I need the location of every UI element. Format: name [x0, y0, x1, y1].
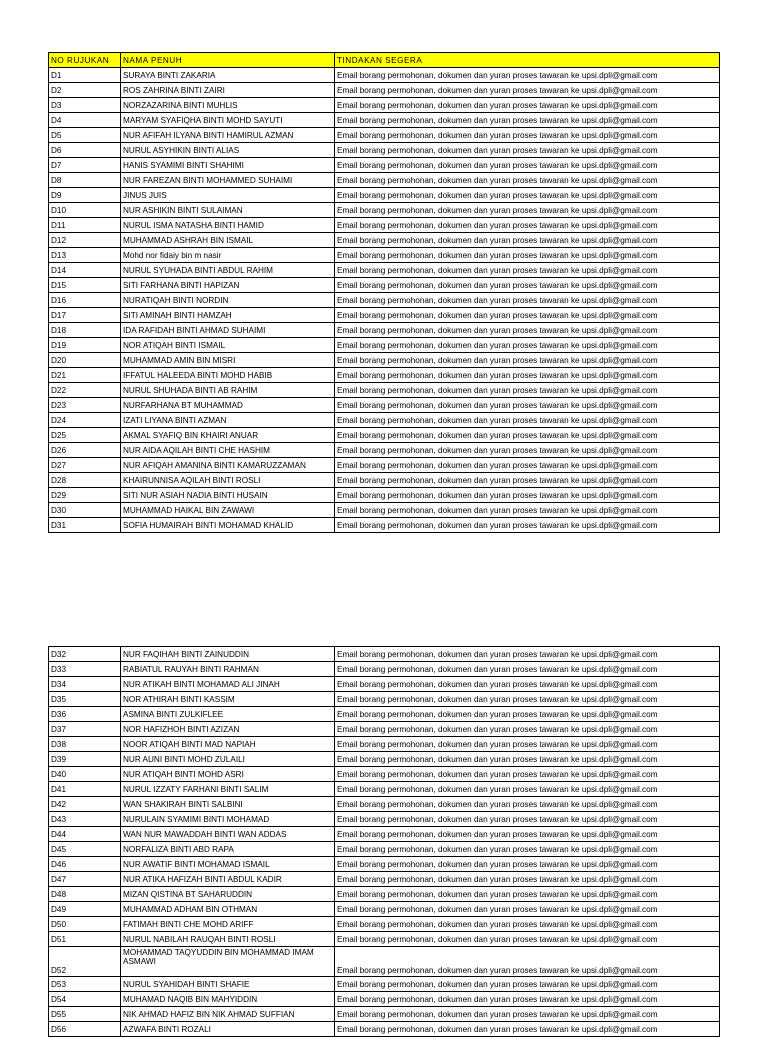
- action-cell: Email borang permohonan, dokumen dan yuran proses tawaran ke upsi.dpli@gmail.com: [335, 473, 720, 488]
- name-cell: MUHAMAD NAQIB BIN MAHYIDDIN: [121, 992, 335, 1007]
- table-row: [49, 413, 720, 428]
- name-cell: NUR ATIKA HAFIZAH BINTI ABDUL KADIR: [121, 872, 335, 887]
- action-cell: Email borang permohonan, dokumen dan yuran proses tawaran ke upsi.dpli@gmail.com: [335, 827, 720, 842]
- ref-cell: D19: [49, 338, 121, 353]
- action-cell: Email borang permohonan, dokumen dan yuran proses tawaran ke upsi.dpli@gmail.com: [335, 458, 720, 473]
- ref-cell: D4: [49, 113, 121, 128]
- ref-cell: D18: [49, 323, 121, 338]
- name-cell: FATIMAH BINTI CHE MOHD ARIFF: [121, 917, 335, 932]
- table-row: [49, 68, 720, 83]
- name-cell: SURAYA BINTI ZAKARIA: [121, 68, 335, 83]
- action-cell: Email borang permohonan, dokumen dan yuran proses tawaran ke upsi.dpli@gmail.com: [335, 413, 720, 428]
- action-cell: Email borang permohonan, dokumen dan yuran proses tawaran ke upsi.dpli@gmail.com: [335, 947, 720, 977]
- table-row: [49, 677, 720, 692]
- name-cell: MIZAN QISTINA BT SAHARUDDIN: [121, 887, 335, 902]
- ref-cell: D2: [49, 83, 121, 98]
- ref-cell: D25: [49, 428, 121, 443]
- ref-cell: D50: [49, 917, 121, 932]
- action-cell: Email borang permohonan, dokumen dan yuran proses tawaran ke upsi.dpli@gmail.com: [335, 398, 720, 413]
- ref-cell: D34: [49, 677, 121, 692]
- action-cell: Email borang permohonan, dokumen dan yuran proses tawaran ke upsi.dpli@gmail.com: [335, 722, 720, 737]
- ref-cell: D3: [49, 98, 121, 113]
- name-cell: NURFARHANA BT MUHAMMAD: [121, 398, 335, 413]
- table-row: [49, 932, 720, 947]
- ref-cell: D32: [49, 647, 121, 662]
- ref-cell: D27: [49, 458, 121, 473]
- action-cell: Email borang permohonan, dokumen dan yuran proses tawaran ke upsi.dpli@gmail.com: [335, 338, 720, 353]
- table-row: [49, 188, 720, 203]
- name-cell: MOHAMMAD TAQYUDDIN BIN MOHAMMAD IMAM ASMAWI: [121, 947, 335, 977]
- action-cell: Email borang permohonan, dokumen dan yuran proses tawaran ke upsi.dpli@gmail.com: [335, 518, 720, 533]
- ref-cell: D41: [49, 782, 121, 797]
- ref-cell: D55: [49, 1007, 121, 1022]
- name-cell: HANIS SYAMIMI BINTI SHAHIMI: [121, 158, 335, 173]
- name-cell: NUR AUNI BINTI MOHD ZULAILI: [121, 752, 335, 767]
- name-cell: JINUS JUIS: [121, 188, 335, 203]
- action-cell: Email borang permohonan, dokumen dan yuran proses tawaran ke upsi.dpli@gmail.com: [335, 278, 720, 293]
- action-cell: Email borang permohonan, dokumen dan yuran proses tawaran ke upsi.dpli@gmail.com: [335, 677, 720, 692]
- ref-cell: D36: [49, 707, 121, 722]
- action-cell: Email borang permohonan, dokumen dan yuran proses tawaran ke upsi.dpli@gmail.com: [335, 143, 720, 158]
- name-cell: NURUL SYUHADA BINTI ABDUL RAHIM: [121, 263, 335, 278]
- table-row: [49, 203, 720, 218]
- ref-cell: D13: [49, 248, 121, 263]
- ref-cell: D54: [49, 992, 121, 1007]
- action-cell: Email borang permohonan, dokumen dan yuran proses tawaran ke upsi.dpli@gmail.com: [335, 203, 720, 218]
- ref-cell: D51: [49, 932, 121, 947]
- table-row: [49, 947, 720, 977]
- table-row: [49, 503, 720, 518]
- action-cell: Email borang permohonan, dokumen dan yuran proses tawaran ke upsi.dpli@gmail.com: [335, 752, 720, 767]
- ref-cell: D52: [49, 947, 121, 977]
- ref-cell: D33: [49, 662, 121, 677]
- name-cell: MUHAMMAD ADHAM BIN OTHMAN: [121, 902, 335, 917]
- action-cell: Email borang permohonan, dokumen dan yuran proses tawaran ke upsi.dpli@gmail.com: [335, 128, 720, 143]
- table-row: [49, 857, 720, 872]
- action-cell: Email borang permohonan, dokumen dan yuran proses tawaran ke upsi.dpli@gmail.com: [335, 248, 720, 263]
- ref-cell: D48: [49, 887, 121, 902]
- ref-cell: D5: [49, 128, 121, 143]
- ref-cell: D22: [49, 383, 121, 398]
- action-cell: Email borang permohonan, dokumen dan yuran proses tawaran ke upsi.dpli@gmail.com: [335, 173, 720, 188]
- name-cell: NURULAIN SYAMIMI BINTI MOHAMAD: [121, 812, 335, 827]
- ref-cell: D37: [49, 722, 121, 737]
- name-cell: NOR ATHIRAH BINTI KASSIM: [121, 692, 335, 707]
- table-row: [49, 128, 720, 143]
- table-row: [49, 293, 720, 308]
- action-cell: Email borang permohonan, dokumen dan yuran proses tawaran ke upsi.dpli@gmail.com: [335, 872, 720, 887]
- ref-cell: D31: [49, 518, 121, 533]
- action-cell: Email borang permohonan, dokumen dan yuran proses tawaran ke upsi.dpli@gmail.com: [335, 368, 720, 383]
- table-row: [49, 323, 720, 338]
- action-cell: Email borang permohonan, dokumen dan yuran proses tawaran ke upsi.dpli@gmail.com: [335, 293, 720, 308]
- table-row: [49, 158, 720, 173]
- action-cell: Email borang permohonan, dokumen dan yuran proses tawaran ke upsi.dpli@gmail.com: [335, 857, 720, 872]
- ref-cell: D46: [49, 857, 121, 872]
- table-row: [49, 443, 720, 458]
- name-cell: IZATI LIYANA BINTI AZMAN: [121, 413, 335, 428]
- action-cell: Email borang permohonan, dokumen dan yuran proses tawaran ke upsi.dpli@gmail.com: [335, 917, 720, 932]
- ref-cell: D16: [49, 293, 121, 308]
- action-cell: Email borang permohonan, dokumen dan yuran proses tawaran ke upsi.dpli@gmail.com: [335, 353, 720, 368]
- name-cell: NURUL SYAHIDAH BINTI SHAFIE: [121, 977, 335, 992]
- table-row: [49, 353, 720, 368]
- ref-cell: D10: [49, 203, 121, 218]
- name-cell: NURATIQAH BINTI NORDIN: [121, 293, 335, 308]
- table-row: [49, 98, 720, 113]
- table-row: [49, 278, 720, 293]
- name-cell: NORZAZARINA BINTI MUHLIS: [121, 98, 335, 113]
- table-row: [49, 248, 720, 263]
- name-cell: IFFATUL HALEEDA BINTI MOHD HABIB: [121, 368, 335, 383]
- name-cell: MUHAMMAD ASHRAH BIN ISMAIL: [121, 233, 335, 248]
- action-cell: Email borang permohonan, dokumen dan yuran proses tawaran ke upsi.dpli@gmail.com: [335, 812, 720, 827]
- action-cell: Email borang permohonan, dokumen dan yuran proses tawaran ke upsi.dpli@gmail.com: [335, 692, 720, 707]
- name-cell: MARYAM SYAFIQHA BINTI MOHD SAYUTI: [121, 113, 335, 128]
- table-row: [49, 83, 720, 98]
- ref-cell: D21: [49, 368, 121, 383]
- table-row: [49, 308, 720, 323]
- action-cell: Email borang permohonan, dokumen dan yuran proses tawaran ke upsi.dpli@gmail.com: [335, 647, 720, 662]
- ref-cell: D47: [49, 872, 121, 887]
- table-row: [49, 767, 720, 782]
- ref-cell: D53: [49, 977, 121, 992]
- name-cell: NUR ATIKAH BINTI MOHAMAD ALI JINAH: [121, 677, 335, 692]
- ref-cell: D17: [49, 308, 121, 323]
- action-cell: Email borang permohonan, dokumen dan yuran proses tawaran ke upsi.dpli@gmail.com: [335, 308, 720, 323]
- action-cell: Email borang permohonan, dokumen dan yuran proses tawaran ke upsi.dpli@gmail.com: [335, 383, 720, 398]
- table-row: [49, 113, 720, 128]
- table-row: [49, 338, 720, 353]
- name-cell: AZWAFA BINTI ROZALI: [121, 1022, 335, 1037]
- name-cell: NURUL IZZATY FARHANI BINTI SALIM: [121, 782, 335, 797]
- name-cell: NUR FAREZAN BINTI MOHAMMED SUHAIMI: [121, 173, 335, 188]
- table-row: [49, 398, 720, 413]
- table-row: [49, 722, 720, 737]
- action-cell: Email borang permohonan, dokumen dan yuran proses tawaran ke upsi.dpli@gmail.com: [335, 218, 720, 233]
- table-row: [49, 917, 720, 932]
- ref-cell: D30: [49, 503, 121, 518]
- name-cell: NUR AFIQAH AMANINA BINTI KAMARUZZAMAN: [121, 458, 335, 473]
- action-cell: Email borang permohonan, dokumen dan yuran proses tawaran ke upsi.dpli@gmail.com: [335, 902, 720, 917]
- table-row: [49, 473, 720, 488]
- action-cell: Email borang permohonan, dokumen dan yuran proses tawaran ke upsi.dpli@gmail.com: [335, 887, 720, 902]
- applicant-table-1: [48, 52, 720, 533]
- action-cell: Email borang permohonan, dokumen dan yuran proses tawaran ke upsi.dpli@gmail.com: [335, 662, 720, 677]
- name-cell: SOFIA HUMAIRAH BINTI MOHAMAD KHALID: [121, 518, 335, 533]
- action-cell: Email borang permohonan, dokumen dan yuran proses tawaran ke upsi.dpli@gmail.com: [335, 1022, 720, 1037]
- action-cell: Email borang permohonan, dokumen dan yuran proses tawaran ke upsi.dpli@gmail.com: [335, 797, 720, 812]
- ref-cell: D28: [49, 473, 121, 488]
- name-cell: NURUL SHUHADA BINTI AB RAHIM: [121, 383, 335, 398]
- header-action: TINDAKAN SEGERA: [335, 53, 720, 68]
- name-cell: RABIATUL RAUYAH BINTI RAHMAN: [121, 662, 335, 677]
- name-cell: NOOR ATIQAH BINTI MAD NAPIAH: [121, 737, 335, 752]
- table-row: [49, 692, 720, 707]
- name-cell: SITI NUR ASIAH NADIA BINTI HUSAIN: [121, 488, 335, 503]
- action-cell: Email borang permohonan, dokumen dan yuran proses tawaran ke upsi.dpli@gmail.com: [335, 158, 720, 173]
- ref-cell: D7: [49, 158, 121, 173]
- ref-cell: D45: [49, 842, 121, 857]
- table-row: [49, 383, 720, 398]
- table-row: [49, 488, 720, 503]
- name-cell: NIK AHMAD HAFIZ BIN NIK AHMAD SUFFIAN: [121, 1007, 335, 1022]
- name-cell: NUR AIDA AQILAH BINTI CHE HASHIM: [121, 443, 335, 458]
- ref-cell: D35: [49, 692, 121, 707]
- name-cell: WAN NUR MAWADDAH BINTI WAN ADDAS: [121, 827, 335, 842]
- ref-cell: D24: [49, 413, 121, 428]
- name-cell: NUR AFIFAH ILYANA BINTI HAMIRUL AZMAN: [121, 128, 335, 143]
- table-row: [49, 143, 720, 158]
- table-row: [49, 173, 720, 188]
- name-cell: Mohd nor fidaiy bin m nasir: [121, 248, 335, 263]
- action-cell: Email borang permohonan, dokumen dan yuran proses tawaran ke upsi.dpli@gmail.com: [335, 68, 720, 83]
- action-cell: Email borang permohonan, dokumen dan yuran proses tawaran ke upsi.dpli@gmail.com: [335, 113, 720, 128]
- name-cell: NURUL NABILAH RAUQAH BINTI ROSLI: [121, 932, 335, 947]
- table-row: [49, 752, 720, 767]
- table-row: [49, 428, 720, 443]
- name-cell: NUR ATIQAH BINTI MOHD ASRI: [121, 767, 335, 782]
- action-cell: Email borang permohonan, dokumen dan yuran proses tawaran ke upsi.dpli@gmail.com: [335, 737, 720, 752]
- action-cell: Email borang permohonan, dokumen dan yuran proses tawaran ke upsi.dpli@gmail.com: [335, 992, 720, 1007]
- name-cell: NURUL ISMA NATASHA BINTI HAMID: [121, 218, 335, 233]
- action-cell: Email borang permohonan, dokumen dan yuran proses tawaran ke upsi.dpli@gmail.com: [335, 323, 720, 338]
- ref-cell: D15: [49, 278, 121, 293]
- table-row: [49, 737, 720, 752]
- action-cell: Email borang permohonan, dokumen dan yuran proses tawaran ke upsi.dpli@gmail.com: [335, 188, 720, 203]
- table-row: [49, 977, 720, 992]
- action-cell: Email borang permohonan, dokumen dan yuran proses tawaran ke upsi.dpli@gmail.com: [335, 503, 720, 518]
- name-cell: ROS ZAHRINA BINTI ZAIRI: [121, 83, 335, 98]
- header-ref: NO RUJUKAN: [49, 53, 121, 68]
- ref-cell: D38: [49, 737, 121, 752]
- table-row: [49, 887, 720, 902]
- table-row: [49, 647, 720, 662]
- name-cell: MUHAMMAD HAIKAL BIN ZAWAWI: [121, 503, 335, 518]
- table-row: [49, 872, 720, 887]
- action-cell: Email borang permohonan, dokumen dan yuran proses tawaran ke upsi.dpli@gmail.com: [335, 782, 720, 797]
- name-cell: NUR FAQIHAH BINTI ZAINUDDIN: [121, 647, 335, 662]
- name-cell: MUHAMMAD AMIN BIN MISRI: [121, 353, 335, 368]
- ref-cell: D14: [49, 263, 121, 278]
- action-cell: Email borang permohonan, dokumen dan yuran proses tawaran ke upsi.dpli@gmail.com: [335, 707, 720, 722]
- table-row: [49, 827, 720, 842]
- name-cell: NURUL ASYHIKIN BINTI ALIAS: [121, 143, 335, 158]
- action-cell: Email borang permohonan, dokumen dan yuran proses tawaran ke upsi.dpli@gmail.com: [335, 842, 720, 857]
- ref-cell: D44: [49, 827, 121, 842]
- ref-cell: D29: [49, 488, 121, 503]
- action-cell: Email borang permohonan, dokumen dan yuran proses tawaran ke upsi.dpli@gmail.com: [335, 977, 720, 992]
- name-cell: AKMAL SYAFIQ BIN KHAIRI ANUAR: [121, 428, 335, 443]
- table-row: [49, 233, 720, 248]
- table-row: [49, 368, 720, 383]
- ref-cell: D11: [49, 218, 121, 233]
- ref-cell: D23: [49, 398, 121, 413]
- name-cell: SITI FARHANA BINTI HAPIZAN: [121, 278, 335, 293]
- ref-cell: D49: [49, 902, 121, 917]
- ref-cell: D20: [49, 353, 121, 368]
- table-row: [49, 902, 720, 917]
- table-row: [49, 707, 720, 722]
- name-cell: SITI AMINAH BINTI HAMZAH: [121, 308, 335, 323]
- table-row: [49, 842, 720, 857]
- action-cell: Email borang permohonan, dokumen dan yuran proses tawaran ke upsi.dpli@gmail.com: [335, 428, 720, 443]
- action-cell: Email borang permohonan, dokumen dan yuran proses tawaran ke upsi.dpli@gmail.com: [335, 98, 720, 113]
- action-cell: Email borang permohonan, dokumen dan yuran proses tawaran ke upsi.dpli@gmail.com: [335, 1007, 720, 1022]
- ref-cell: D40: [49, 767, 121, 782]
- table-row: [49, 263, 720, 278]
- name-cell: WAN SHAKIRAH BINTI SALBINI: [121, 797, 335, 812]
- table-row: [49, 992, 720, 1007]
- action-cell: Email borang permohonan, dokumen dan yuran proses tawaran ke upsi.dpli@gmail.com: [335, 488, 720, 503]
- table-row: [49, 662, 720, 677]
- table-row: [49, 782, 720, 797]
- ref-cell: D6: [49, 143, 121, 158]
- table-row: [49, 518, 720, 533]
- header-name: NAMA PENUH: [121, 53, 335, 68]
- table-row: [49, 1007, 720, 1022]
- action-cell: Email borang permohonan, dokumen dan yuran proses tawaran ke upsi.dpli@gmail.com: [335, 932, 720, 947]
- ref-cell: D9: [49, 188, 121, 203]
- ref-cell: D12: [49, 233, 121, 248]
- applicant-table-2: [48, 646, 720, 1037]
- action-cell: Email borang permohonan, dokumen dan yuran proses tawaran ke upsi.dpli@gmail.com: [335, 233, 720, 248]
- table-row: [49, 218, 720, 233]
- action-cell: Email borang permohonan, dokumen dan yuran proses tawaran ke upsi.dpli@gmail.com: [335, 443, 720, 458]
- name-cell: NUR AWATIF BINTI MOHAMAD ISMAIL: [121, 857, 335, 872]
- ref-cell: D26: [49, 443, 121, 458]
- name-cell: ASMINA BINTI ZULKIFLEE: [121, 707, 335, 722]
- ref-cell: D56: [49, 1022, 121, 1037]
- name-cell: IDA RAFIDAH BINTI AHMAD SUHAIMI: [121, 323, 335, 338]
- action-cell: Email borang permohonan, dokumen dan yuran proses tawaran ke upsi.dpli@gmail.com: [335, 263, 720, 278]
- ref-cell: D1: [49, 68, 121, 83]
- table-row: [49, 797, 720, 812]
- ref-cell: D8: [49, 173, 121, 188]
- action-cell: Email borang permohonan, dokumen dan yuran proses tawaran ke upsi.dpli@gmail.com: [335, 767, 720, 782]
- action-cell: Email borang permohonan, dokumen dan yuran proses tawaran ke upsi.dpli@gmail.com: [335, 83, 720, 98]
- name-cell: NORFALIZA BINTI ABD RAPA: [121, 842, 335, 857]
- ref-cell: D39: [49, 752, 121, 767]
- name-cell: KHAIRUNNISA AQILAH BINTI ROSLI: [121, 473, 335, 488]
- name-cell: NOR ATIQAH BINTI ISMAIL: [121, 338, 335, 353]
- table-row: [49, 458, 720, 473]
- table-row: [49, 812, 720, 827]
- ref-cell: D42: [49, 797, 121, 812]
- name-cell: NOR HAFIZHOH BINTI AZIZAN: [121, 722, 335, 737]
- name-cell: NUR ASHIKIN BINTI SULAIMAN: [121, 203, 335, 218]
- header-row: [49, 53, 720, 68]
- ref-cell: D43: [49, 812, 121, 827]
